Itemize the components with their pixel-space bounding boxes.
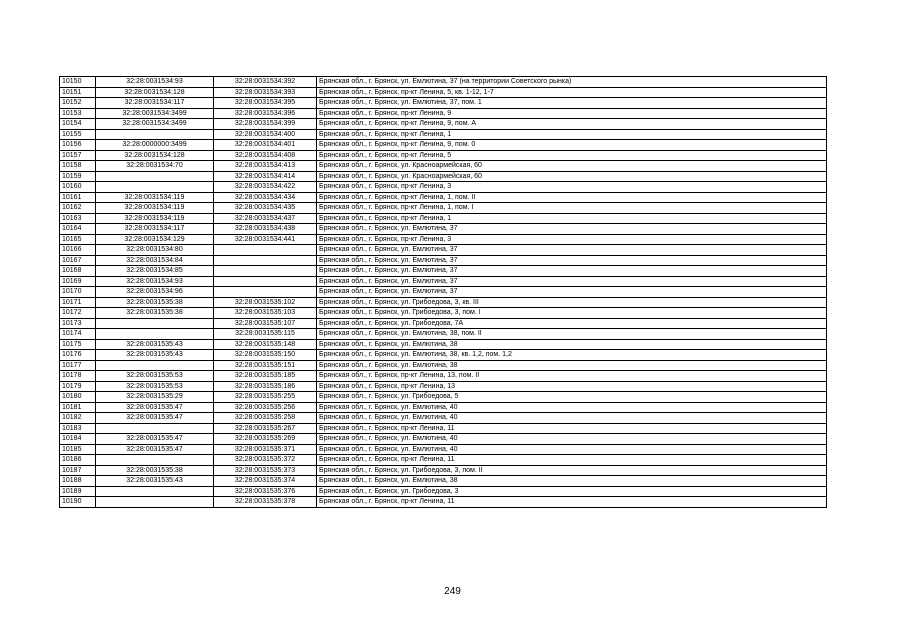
row-number: 10184 — [60, 434, 96, 445]
object-cadastral-number: 32:28:0031534:422 — [214, 182, 317, 193]
address: Брянская обл., г. Брянск, ул. Грибоедова, 7А — [317, 318, 827, 329]
address: Брянская обл., г. Брянск, пр-кт Ленина, 9, пом. А — [317, 119, 827, 130]
parcel-cadastral-number — [96, 329, 214, 340]
table-row — [60, 203, 827, 214]
address: Брянская обл., г. Брянск, ул. Емлютина, 37, пом. 1 — [317, 98, 827, 109]
parcel-cadastral-number — [96, 171, 214, 182]
object-cadastral-number: 32:28:0031534:413 — [214, 161, 317, 172]
parcel-cadastral-number: 32:28:0031535:53 — [96, 371, 214, 382]
object-cadastral-number: 32:28:0031534:438 — [214, 224, 317, 235]
object-cadastral-number — [214, 276, 317, 287]
table-row — [60, 465, 827, 476]
object-cadastral-number: 32:28:0031535:378 — [214, 497, 317, 508]
row-number: 10190 — [60, 497, 96, 508]
object-cadastral-number: 32:28:0031535:148 — [214, 339, 317, 350]
table-row — [60, 423, 827, 434]
table-row — [60, 339, 827, 350]
address: Брянская обл., г. Брянск, ул. Емлютина, 40 — [317, 413, 827, 424]
table-row — [60, 371, 827, 382]
address: Брянская обл., г. Брянск, ул. Емлютина, 37 — [317, 245, 827, 256]
table-row — [60, 108, 827, 119]
object-cadastral-number: 32:28:0031534:399 — [214, 119, 317, 130]
row-number: 10160 — [60, 182, 96, 193]
object-cadastral-number: 32:28:0031535:256 — [214, 402, 317, 413]
table-row — [60, 381, 827, 392]
parcel-cadastral-number: 32:28:0031534:128 — [96, 87, 214, 98]
row-number: 10153 — [60, 108, 96, 119]
address: Брянская обл., г. Брянск, ул. Емлютина, 40 — [317, 444, 827, 455]
address: Брянская обл., г. Брянск, ул. Емлютина, 38 — [317, 339, 827, 350]
object-cadastral-number: 32:28:0031535:151 — [214, 360, 317, 371]
object-cadastral-number: 32:28:0031535:267 — [214, 423, 317, 434]
row-number: 10185 — [60, 444, 96, 455]
address: Брянская обл., г. Брянск, ул. Емлютина, 38 — [317, 476, 827, 487]
table-row — [60, 476, 827, 487]
row-number: 10156 — [60, 140, 96, 151]
address: Брянская обл., г. Брянск, пр-кт Ленина, 1 — [317, 129, 827, 140]
table-row — [60, 182, 827, 193]
object-cadastral-number: 32:28:0031535:373 — [214, 465, 317, 476]
parcel-cadastral-number — [96, 423, 214, 434]
table-row — [60, 234, 827, 245]
address: Брянская обл., г. Брянск, ул. Емлютина, 37 (на территории Советского рынка) — [317, 77, 827, 88]
address: Брянская обл., г. Брянск, пр-кт Ленина, 13, пом. II — [317, 371, 827, 382]
object-cadastral-number — [214, 245, 317, 256]
row-number: 10168 — [60, 266, 96, 277]
object-cadastral-number: 32:28:0031534:441 — [214, 234, 317, 245]
address: Брянская обл., г. Брянск, ул. Емлютина, 38 — [317, 360, 827, 371]
parcel-cadastral-number: 32:28:0031535:53 — [96, 381, 214, 392]
row-number: 10159 — [60, 171, 96, 182]
table-row — [60, 77, 827, 88]
table-row — [60, 213, 827, 224]
parcel-cadastral-number — [96, 318, 214, 329]
row-number: 10175 — [60, 339, 96, 350]
table-row — [60, 413, 827, 424]
address: Брянская обл., г. Брянск, ул. Емлютина, 38, пом. II — [317, 329, 827, 340]
address: Брянская обл., г. Брянск, пр-кт Ленина, 11 — [317, 455, 827, 466]
row-number: 10177 — [60, 360, 96, 371]
address: Брянская обл., г. Брянск, пр-кт Ленина, 11 — [317, 497, 827, 508]
table-row — [60, 150, 827, 161]
address: Брянская обл., г. Брянск, пр-кт Ленина, 3 — [317, 182, 827, 193]
table-row — [60, 329, 827, 340]
object-cadastral-number: 32:28:0031535:258 — [214, 413, 317, 424]
address: Брянская обл., г. Брянск, ул. Емлютина, 37 — [317, 255, 827, 266]
table-row — [60, 98, 827, 109]
row-number: 10152 — [60, 98, 96, 109]
row-number: 10164 — [60, 224, 96, 235]
row-number: 10161 — [60, 192, 96, 203]
address: Брянская обл., г. Брянск, пр-кт Ленина, 9, пом. 0 — [317, 140, 827, 151]
table-row — [60, 276, 827, 287]
object-cadastral-number: 32:28:0031534:393 — [214, 87, 317, 98]
cadastral-table — [59, 76, 827, 508]
parcel-cadastral-number: 32:28:0031535:47 — [96, 413, 214, 424]
table-row — [60, 287, 827, 298]
row-number: 10155 — [60, 129, 96, 140]
address: Брянская обл., г. Брянск, ул. Емлютина, 37 — [317, 266, 827, 277]
object-cadastral-number: 32:28:0031535:376 — [214, 486, 317, 497]
parcel-cadastral-number: 32:28:0031534:80 — [96, 245, 214, 256]
object-cadastral-number — [214, 255, 317, 266]
parcel-cadastral-number: 32:28:0031535:29 — [96, 392, 214, 403]
row-number: 10183 — [60, 423, 96, 434]
parcel-cadastral-number — [96, 360, 214, 371]
table-row — [60, 444, 827, 455]
object-cadastral-number: 32:28:0031534:400 — [214, 129, 317, 140]
row-number: 10157 — [60, 150, 96, 161]
row-number: 10173 — [60, 318, 96, 329]
object-cadastral-number: 32:28:0031535:115 — [214, 329, 317, 340]
table-row — [60, 224, 827, 235]
object-cadastral-number: 32:28:0031534:401 — [214, 140, 317, 151]
row-number: 10171 — [60, 297, 96, 308]
address: Брянская обл., г. Брянск, ул. Красноармейская, 60 — [317, 161, 827, 172]
table-row — [60, 297, 827, 308]
row-number: 10172 — [60, 308, 96, 319]
row-number: 10189 — [60, 486, 96, 497]
row-number: 10176 — [60, 350, 96, 361]
table-row — [60, 192, 827, 203]
object-cadastral-number: 32:28:0031534:437 — [214, 213, 317, 224]
table-row — [60, 486, 827, 497]
object-cadastral-number: 32:28:0031534:414 — [214, 171, 317, 182]
table-row — [60, 245, 827, 256]
table-row — [60, 140, 827, 151]
address: Брянская обл., г. Брянск, пр-кт Ленина, 1 — [317, 213, 827, 224]
row-number: 10180 — [60, 392, 96, 403]
row-number: 10163 — [60, 213, 96, 224]
table-row — [60, 308, 827, 319]
object-cadastral-number: 32:28:0031535:186 — [214, 381, 317, 392]
parcel-cadastral-number: 32:28:0031534:119 — [96, 192, 214, 203]
parcel-cadastral-number — [96, 182, 214, 193]
object-cadastral-number: 32:28:0031535:372 — [214, 455, 317, 466]
row-number: 10186 — [60, 455, 96, 466]
address: Брянская обл., г. Брянск, ул. Грибоедова, 3 — [317, 486, 827, 497]
row-number: 10179 — [60, 381, 96, 392]
row-number: 10166 — [60, 245, 96, 256]
row-number: 10182 — [60, 413, 96, 424]
address: Брянская обл., г. Брянск, пр-кт Ленина, 1, пом. II — [317, 192, 827, 203]
table-row — [60, 87, 827, 98]
parcel-cadastral-number: 32:28:0031535:43 — [96, 339, 214, 350]
object-cadastral-number: 32:28:0031534:396 — [214, 108, 317, 119]
table-row — [60, 266, 827, 277]
address: Брянская обл., г. Брянск, ул. Красноармейская, 60 — [317, 171, 827, 182]
object-cadastral-number: 32:28:0031535:371 — [214, 444, 317, 455]
table-row — [60, 129, 827, 140]
address: Брянская обл., г. Брянск, пр-кт Ленина, 5, кв. 1-12, 1-7 — [317, 87, 827, 98]
parcel-cadastral-number: 32:28:0031534:129 — [96, 234, 214, 245]
row-number: 10181 — [60, 402, 96, 413]
row-number: 10154 — [60, 119, 96, 130]
object-cadastral-number: 32:28:0031534:408 — [214, 150, 317, 161]
address: Брянская обл., г. Брянск, ул. Емлютина, 37 — [317, 287, 827, 298]
row-number: 10170 — [60, 287, 96, 298]
row-number: 10165 — [60, 234, 96, 245]
address: Брянская обл., г. Брянск, пр-кт Ленина, 5 — [317, 150, 827, 161]
parcel-cadastral-number: 32:28:0031535:38 — [96, 465, 214, 476]
parcel-cadastral-number: 32:28:0031534:3499 — [96, 108, 214, 119]
object-cadastral-number — [214, 287, 317, 298]
object-cadastral-number: 32:28:0031534:434 — [214, 192, 317, 203]
object-cadastral-number: 32:28:0031535:107 — [214, 318, 317, 329]
address: Брянская обл., г. Брянск, ул. Емлютина, 37 — [317, 224, 827, 235]
object-cadastral-number: 32:28:0031534:435 — [214, 203, 317, 214]
table-row — [60, 360, 827, 371]
row-number: 10188 — [60, 476, 96, 487]
table-row — [60, 392, 827, 403]
object-cadastral-number: 32:28:0031535:103 — [214, 308, 317, 319]
parcel-cadastral-number: 32:28:0031534:117 — [96, 98, 214, 109]
parcel-cadastral-number: 32:28:0031534:85 — [96, 266, 214, 277]
parcel-cadastral-number: 32:28:0031535:43 — [96, 350, 214, 361]
address: Брянская обл., г. Брянск, пр-кт Ленина, 3 — [317, 234, 827, 245]
parcel-cadastral-number — [96, 486, 214, 497]
object-cadastral-number: 32:28:0031534:395 — [214, 98, 317, 109]
address: Брянская обл., г. Брянск, ул. Грибоедова, 3, кв. III — [317, 297, 827, 308]
page-number: 249 — [444, 586, 461, 597]
row-number: 10169 — [60, 276, 96, 287]
row-number: 10150 — [60, 77, 96, 88]
table-row — [60, 171, 827, 182]
row-number: 10174 — [60, 329, 96, 340]
table-row — [60, 402, 827, 413]
table-row — [60, 455, 827, 466]
address: Брянская обл., г. Брянск, ул. Грибоедова, 3, пом. II — [317, 465, 827, 476]
parcel-cadastral-number — [96, 497, 214, 508]
parcel-cadastral-number: 32:28:0031534:96 — [96, 287, 214, 298]
object-cadastral-number: 32:28:0031535:374 — [214, 476, 317, 487]
address: Брянская обл., г. Брянск, пр-кт Ленина, 11 — [317, 423, 827, 434]
address: Брянская обл., г. Брянск, ул. Грибоедова, 3, пом. I — [317, 308, 827, 319]
parcel-cadastral-number: 32:28:0031534:84 — [96, 255, 214, 266]
parcel-cadastral-number: 32:28:0031535:47 — [96, 402, 214, 413]
parcel-cadastral-number: 32:28:0000000:3499 — [96, 140, 214, 151]
table-row — [60, 318, 827, 329]
parcel-cadastral-number — [96, 129, 214, 140]
object-cadastral-number: 32:28:0031535:269 — [214, 434, 317, 445]
address: Брянская обл., г. Брянск, пр-кт Ленина, 1, пом. I — [317, 203, 827, 214]
parcel-cadastral-number: 32:28:0031535:38 — [96, 297, 214, 308]
table-row — [60, 434, 827, 445]
address: Брянская обл., г. Брянск, ул. Емлютина, 37 — [317, 276, 827, 287]
parcel-cadastral-number — [96, 455, 214, 466]
parcel-cadastral-number: 32:28:0031534:3499 — [96, 119, 214, 130]
parcel-cadastral-number: 32:28:0031534:128 — [96, 150, 214, 161]
row-number: 10151 — [60, 87, 96, 98]
object-cadastral-number: 32:28:0031535:102 — [214, 297, 317, 308]
address: Брянская обл., г. Брянск, пр-кт Ленина, 9 — [317, 108, 827, 119]
row-number: 10162 — [60, 203, 96, 214]
table-row — [60, 255, 827, 266]
row-number: 10187 — [60, 465, 96, 476]
object-cadastral-number: 32:28:0031535:150 — [214, 350, 317, 361]
address: Брянская обл., г. Брянск, ул. Грибоедова, 5 — [317, 392, 827, 403]
parcel-cadastral-number: 32:28:0031535:43 — [96, 476, 214, 487]
parcel-cadastral-number: 32:28:0031534:70 — [96, 161, 214, 172]
parcel-cadastral-number: 32:28:0031534:119 — [96, 203, 214, 214]
parcel-cadastral-number: 32:28:0031534:117 — [96, 224, 214, 235]
row-number: 10158 — [60, 161, 96, 172]
row-number: 10167 — [60, 255, 96, 266]
object-cadastral-number: 32:28:0031534:392 — [214, 77, 317, 88]
table-row — [60, 497, 827, 508]
table-row — [60, 161, 827, 172]
object-cadastral-number: 32:28:0031535:185 — [214, 371, 317, 382]
address: Брянская обл., г. Брянск, ул. Емлютина, 40 — [317, 434, 827, 445]
parcel-cadastral-number: 32:28:0031534:93 — [96, 77, 214, 88]
row-number: 10178 — [60, 371, 96, 382]
parcel-cadastral-number: 32:28:0031534:119 — [96, 213, 214, 224]
table-row — [60, 119, 827, 130]
table-body — [60, 77, 827, 508]
address: Брянская обл., г. Брянск, пр-кт Ленина, 13 — [317, 381, 827, 392]
address: Брянская обл., г. Брянск, ул. Емлютина, 38, кв. 1,2, пом. 1,2 — [317, 350, 827, 361]
parcel-cadastral-number: 32:28:0031535:38 — [96, 308, 214, 319]
parcel-cadastral-number: 32:28:0031534:93 — [96, 276, 214, 287]
address: Брянская обл., г. Брянск, ул. Емлютина, 40 — [317, 402, 827, 413]
object-cadastral-number: 32:28:0031535:255 — [214, 392, 317, 403]
parcel-cadastral-number: 32:28:0031535:47 — [96, 444, 214, 455]
parcel-cadastral-number: 32:28:0031535:47 — [96, 434, 214, 445]
table-row — [60, 350, 827, 361]
object-cadastral-number — [214, 266, 317, 277]
